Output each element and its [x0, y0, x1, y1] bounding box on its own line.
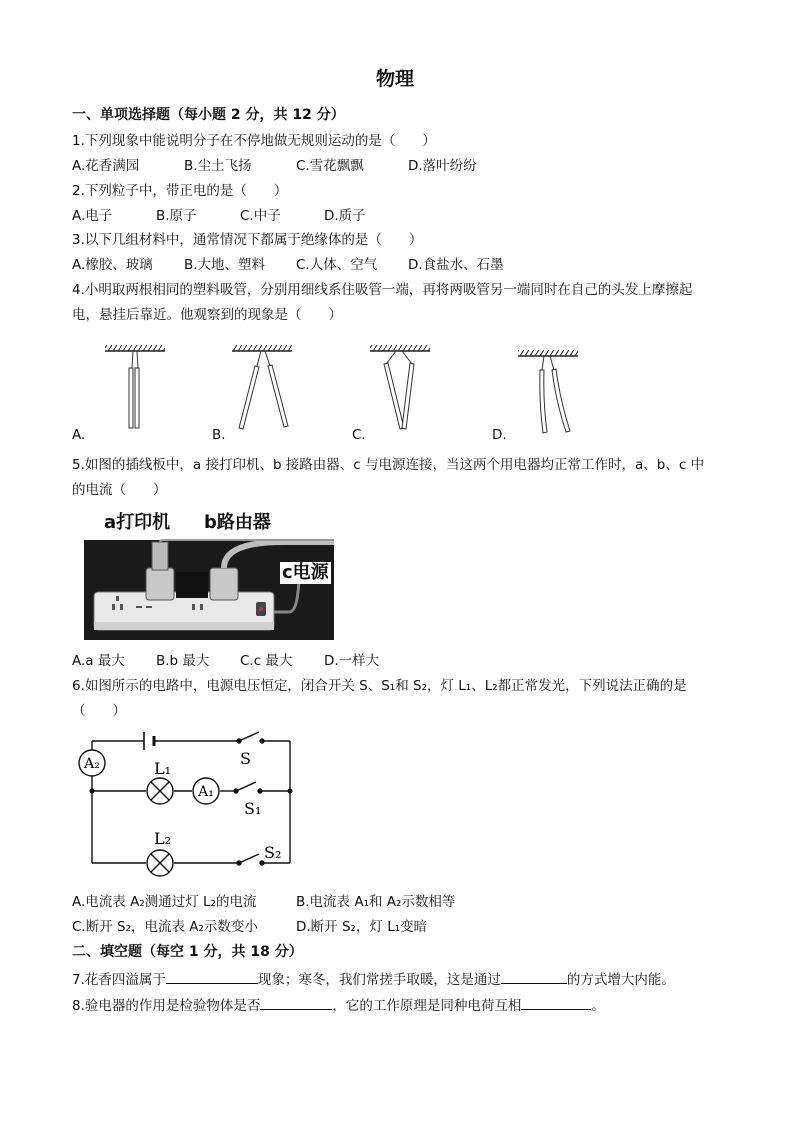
- lamp-l1-label: L₁: [154, 759, 172, 778]
- q5-power-strip-photo: [84, 512, 334, 640]
- q4-figure-d: [518, 350, 578, 433]
- question-3-stem: 3.以下几组材料中，通常情况下都属于绝缘体的是（ ）: [72, 232, 423, 248]
- q2-option-b: B.原子: [156, 208, 197, 224]
- q4-figure-a: [105, 345, 165, 428]
- ammeter-a1-label: A₁: [198, 784, 214, 800]
- q5-option-c: C.c 最大: [240, 653, 293, 669]
- q3-option-d: D.食盐水、石墨: [408, 257, 504, 273]
- q6-option-a: A.电流表 A₂测通过灯 L₂的电流: [72, 894, 257, 910]
- question-5-stem-line1: 5.如图的插线板中，a 接打印机、b 接路由器、c 与电源连接，当这两个用电器均正常工作时，a、b、c 中: [72, 457, 705, 473]
- q4-figure-c: [370, 345, 430, 429]
- question-4-stem-line1: 4.小明取两根相同的塑料吸管，分别用细线系住吸管一端，再将两吸管另一端同时在自己的头发上摩擦起: [72, 282, 693, 298]
- q7-blank-1[interactable]: [166, 969, 258, 984]
- q7-text-1: 7.花香四溢属于: [72, 972, 166, 988]
- q5-label-a: a打印机: [104, 512, 171, 533]
- q1-option-d: D.落叶纷纷: [408, 158, 477, 174]
- q6-circuit-diagram: [74, 728, 304, 878]
- q5-option-d: D.一样大: [324, 653, 380, 669]
- q1-option-c: C.雪花飘飘: [296, 158, 364, 174]
- q8-text-2: ，它的工作原理是同种电荷互相: [332, 998, 522, 1014]
- ammeter-a2-label: A₂: [84, 756, 100, 772]
- q8-blank-2[interactable]: [521, 995, 591, 1010]
- switch-s-symbol: [237, 732, 264, 743]
- q5-label-b: b路由器: [204, 512, 271, 533]
- question-6-stem-line2: （ ）: [72, 703, 126, 719]
- q3-option-c: C.人体、空气: [296, 257, 378, 273]
- q2-option-d: D.质子: [324, 208, 366, 224]
- q3-option-a: A.橡胶、玻璃: [72, 257, 153, 273]
- switch-s2-label: S₂: [264, 843, 282, 862]
- q5-option-b: B.b 最大: [156, 653, 210, 669]
- question-2-stem: 2.下列粒子中，带正电的是（ ）: [72, 183, 288, 199]
- question-4-stem-line2: 电，悬挂后靠近。他观察到的现象是（ ）: [72, 307, 342, 323]
- question-8: [72, 995, 605, 1015]
- q4-option-b-label: B.: [212, 427, 226, 443]
- battery-symbol: [144, 732, 154, 750]
- lamp-l2-label: L₂: [154, 829, 172, 848]
- q4-straw-figures: [60, 340, 600, 450]
- switch-s2-symbol: [237, 854, 264, 865]
- q8-blank-1[interactable]: [260, 995, 332, 1010]
- q8-text-1: 8.验电器的作用是检验物体是否: [72, 998, 261, 1014]
- switch-s1-label: S₁: [244, 799, 262, 818]
- lamp-l1-symbol: [147, 778, 173, 804]
- switch-s1-symbol: [234, 782, 262, 793]
- q7-text-2: 现象；寒冬，我们常搓手取暖，这是通过: [257, 972, 501, 988]
- q4-option-a-label: A.: [72, 427, 86, 443]
- q4-option-c-label: C.: [352, 427, 366, 443]
- q5-option-a: A.a 最大: [72, 653, 125, 669]
- q1-option-a: A.花香满园: [72, 158, 140, 174]
- q7-blank-2[interactable]: [501, 969, 567, 984]
- q2-option-c: C.中子: [240, 208, 281, 224]
- question-6-stem-line1: 6.如图所示的电路中，电源电压恒定，闭合开关 S、S₁和 S₂，灯 L₁、L₂都正常发光，下列说法正确的是: [72, 678, 687, 694]
- q5-label-c: c电源: [282, 562, 329, 583]
- lamp-l2-symbol: [147, 850, 173, 876]
- q3-option-b: B.大地、塑料: [184, 257, 266, 273]
- q1-option-b: B.尘土飞扬: [184, 158, 252, 174]
- q4-figure-b: [232, 345, 292, 429]
- q6-option-b: B.电流表 A₁和 A₂示数相等: [296, 894, 456, 910]
- page-title: 物理: [376, 68, 415, 90]
- question-5-stem-line2: 的电流（ ）: [72, 482, 167, 498]
- q8-text-3: 。: [591, 998, 605, 1014]
- section-heading-choice: 一、单项选择题（每小题 2 分，共 12 分）: [72, 107, 345, 123]
- section-heading-fill: 二、填空题（每空 1 分，共 18 分）: [72, 944, 303, 960]
- question-7: [72, 969, 675, 989]
- question-1-stem: 1.下列现象中能说明分子在不停地做无规则运动的是（ ）: [72, 133, 436, 149]
- q6-option-c: C.断开 S₂，电流表 A₂示数变小: [72, 919, 258, 935]
- q7-text-3: 的方式增大内能。: [566, 972, 675, 988]
- q6-option-d: D.断开 S₂，灯 L₁变暗: [296, 919, 428, 935]
- switch-s-label: S: [240, 749, 251, 768]
- q4-option-d-label: D.: [492, 427, 507, 443]
- q2-option-a: A.电子: [72, 208, 113, 224]
